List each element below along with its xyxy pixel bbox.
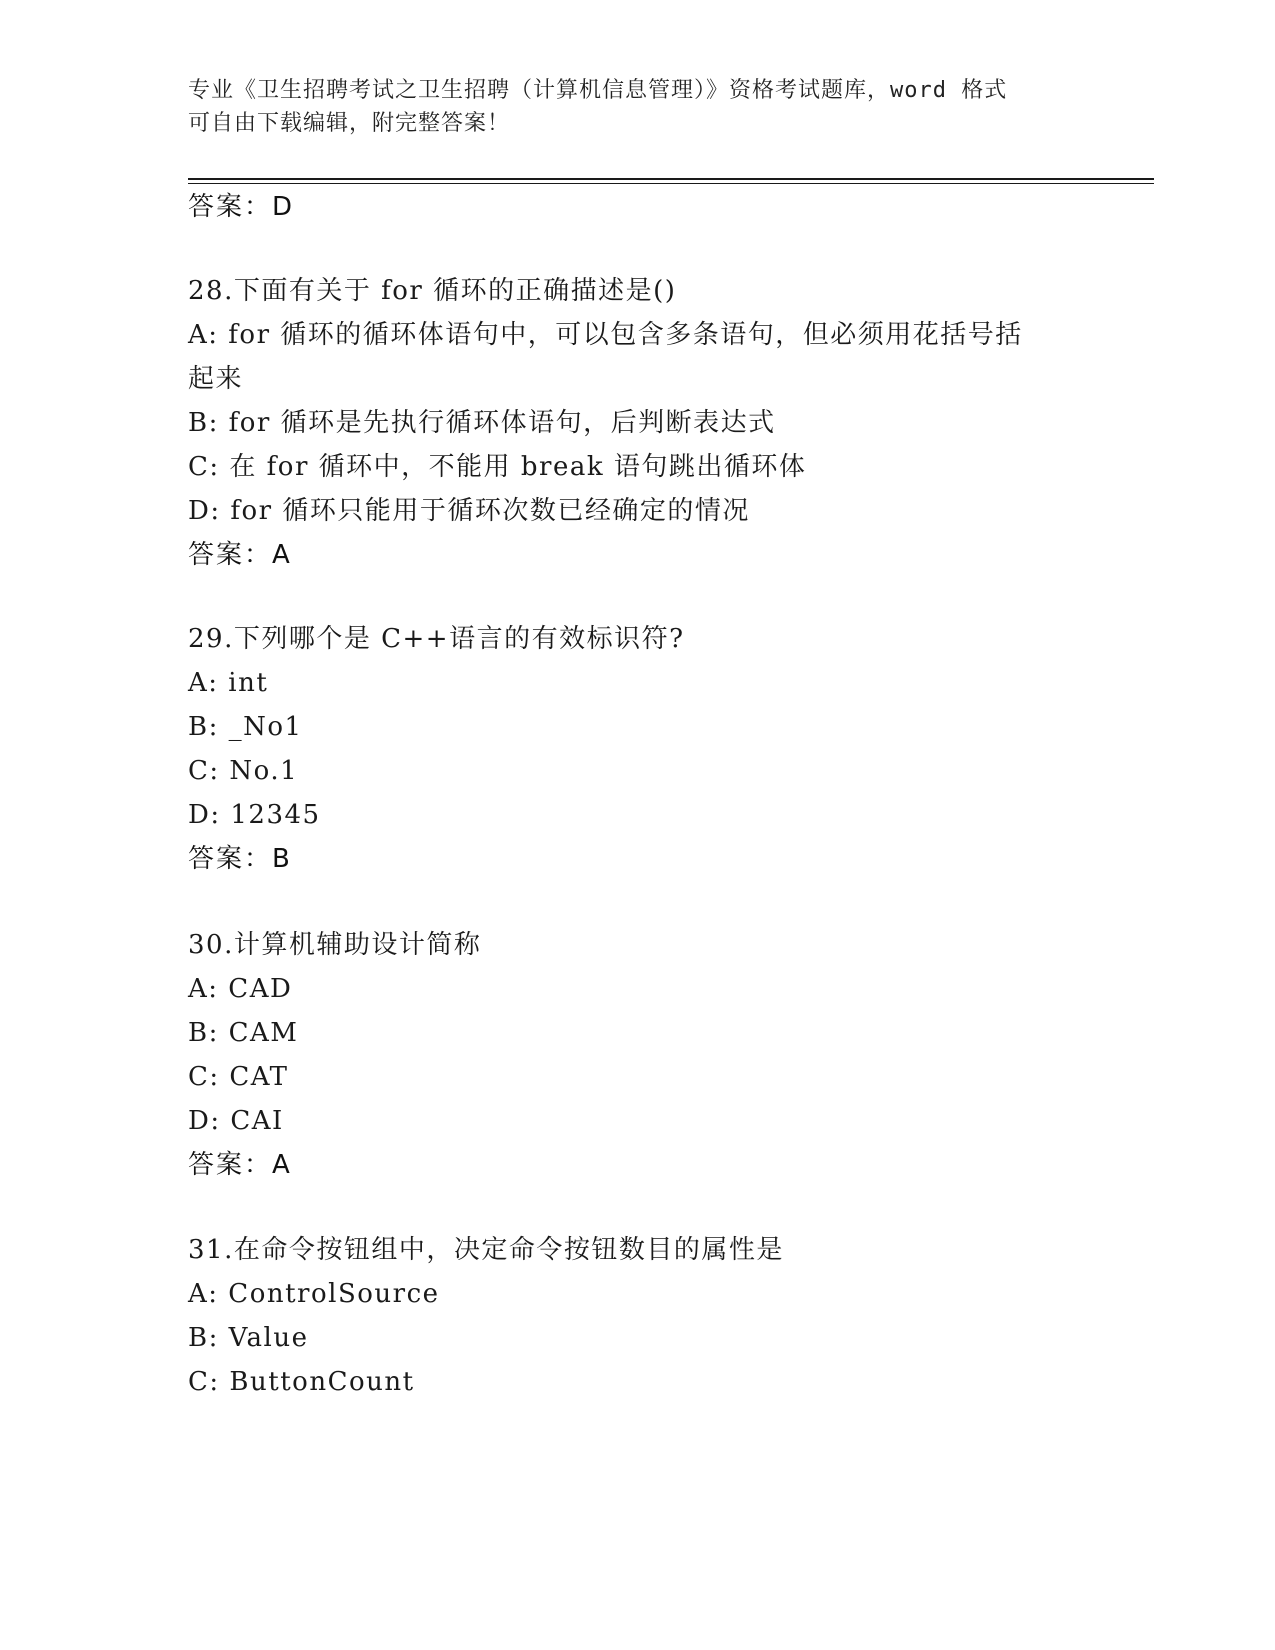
header-divider-thin: [188, 183, 1154, 184]
option-b: B: _No1: [188, 712, 303, 742]
header-divider-thick: [188, 178, 1154, 180]
document-header: [188, 74, 1088, 140]
answer-value: A: [272, 1150, 290, 1180]
header-line-2: 可自由下载编辑，附完整答案！: [188, 111, 511, 136]
answer-label: 答案：: [188, 1150, 273, 1180]
answer-label: 答案：: [188, 540, 273, 570]
option-c: C: ButtonCount: [188, 1367, 415, 1397]
answer-line: [188, 539, 290, 571]
option-d: D: CAI: [188, 1106, 284, 1136]
option-a: A: CAD: [188, 974, 293, 1004]
question-stem: 30.计算机辅助设计简称: [188, 930, 482, 960]
option-d: D: 12345: [188, 800, 321, 830]
option-a-continued: 起来: [188, 364, 244, 394]
answer-line: [188, 191, 292, 223]
answer-line: [188, 843, 290, 875]
answer-value: A: [272, 540, 290, 570]
answer-value: B: [272, 844, 290, 874]
option-a: A: for 循环的循环体语句中，可以包含多条语句，但必须用花括号括: [188, 320, 1023, 350]
option-b: B: for 循环是先执行循环体语句，后判断表达式: [188, 408, 776, 438]
answer-label: 答案：: [188, 844, 273, 874]
option-a: A: int: [188, 668, 269, 698]
question-stem: 31.在命令按钮组中，决定命令按钮数目的属性是: [188, 1235, 784, 1265]
answer-value: D: [272, 192, 293, 222]
answer-line: [188, 1149, 290, 1181]
question-stem: 29.下列哪个是 C++语言的有效标识符?: [188, 624, 685, 654]
option-b: B: CAM: [188, 1018, 299, 1048]
option-c: C: No.1: [188, 756, 299, 786]
option-d: D: for 循环只能用于循环次数已经确定的情况: [188, 496, 750, 526]
option-c: C: CAT: [188, 1062, 289, 1092]
question-stem: 28.下面有关于 for 循环的正确描述是(): [188, 276, 677, 306]
answer-label: 答案：: [188, 192, 273, 222]
header-line-1: 专业《卫生招聘考试之卫生招聘（计算机信息管理）》资格考试题库，word 格式: [188, 78, 1008, 103]
option-b: B: Value: [188, 1323, 309, 1353]
option-c: C: 在 for 循环中，不能用 break 语句跳出循环体: [188, 452, 807, 482]
option-a: A: ControlSource: [188, 1279, 440, 1309]
